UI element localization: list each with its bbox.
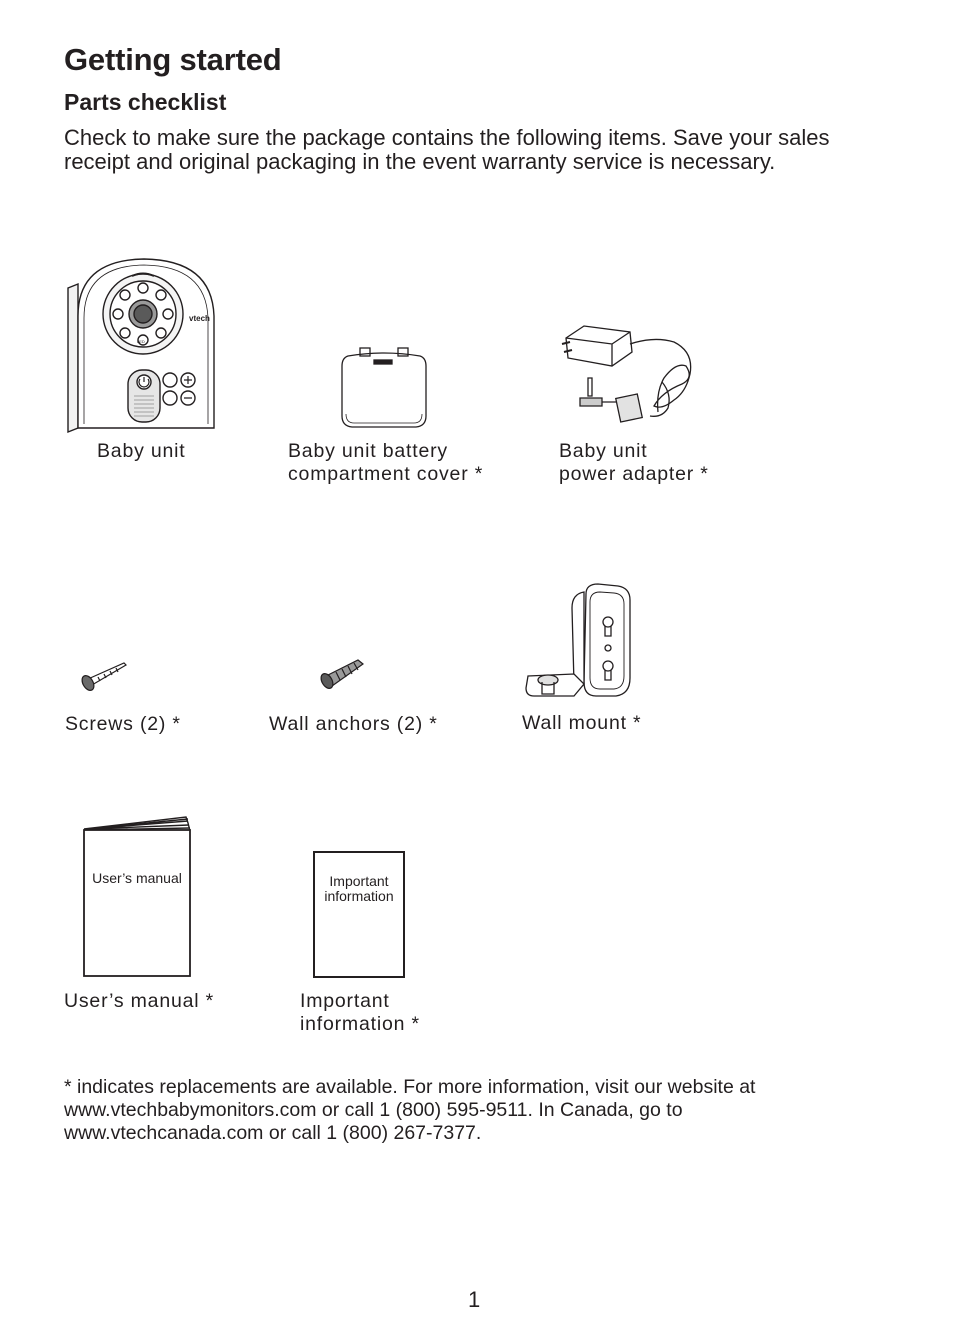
baby-unit-illustration xyxy=(64,256,224,434)
caption-baby-unit: Baby unit xyxy=(97,440,186,462)
important-information-cover-text: Important information xyxy=(324,873,394,904)
caption-wall-mount: Wall mount * xyxy=(522,712,642,734)
vtech-logo: vtech xyxy=(189,314,210,323)
important-information-booklet xyxy=(313,851,405,978)
users-manual-illustration xyxy=(82,815,192,978)
users-manual-cover-text: User’s manual xyxy=(92,870,182,886)
replacement-footnote: * indicates replacements are available. For more information, visit our website at www.vtechbabymonitors.com or call 1 (800) 595-9511. In Canada, go to www.vtechcanada.com or call 1 (800) 267-7377. xyxy=(64,1076,756,1144)
intro-paragraph: Check to make sure the package contains the following items. Save your sales receipt and original packaging in the event warranty service is necessary. xyxy=(64,125,830,174)
page-title: Getting started xyxy=(64,42,282,77)
screw-illustration xyxy=(80,659,128,691)
caption-important-information: Important information * xyxy=(300,990,420,1035)
caption-power-adapter: Baby unit power adapter * xyxy=(559,440,709,485)
power-adapter-illustration xyxy=(562,322,700,434)
section-title: Parts checklist xyxy=(64,89,227,115)
battery-cover-illustration xyxy=(338,344,430,430)
wall-anchor-illustration xyxy=(318,656,366,690)
page-number: 1 xyxy=(468,1287,481,1312)
caption-wall-anchors: Wall anchors (2) * xyxy=(269,713,438,735)
caption-screws: Screws (2) * xyxy=(65,713,181,735)
wall-mount-illustration xyxy=(524,584,636,706)
led-label: LED xyxy=(137,339,145,344)
caption-battery-cover: Baby unit battery compartment cover * xyxy=(288,440,484,485)
caption-users-manual: User’s manual * xyxy=(64,990,215,1012)
